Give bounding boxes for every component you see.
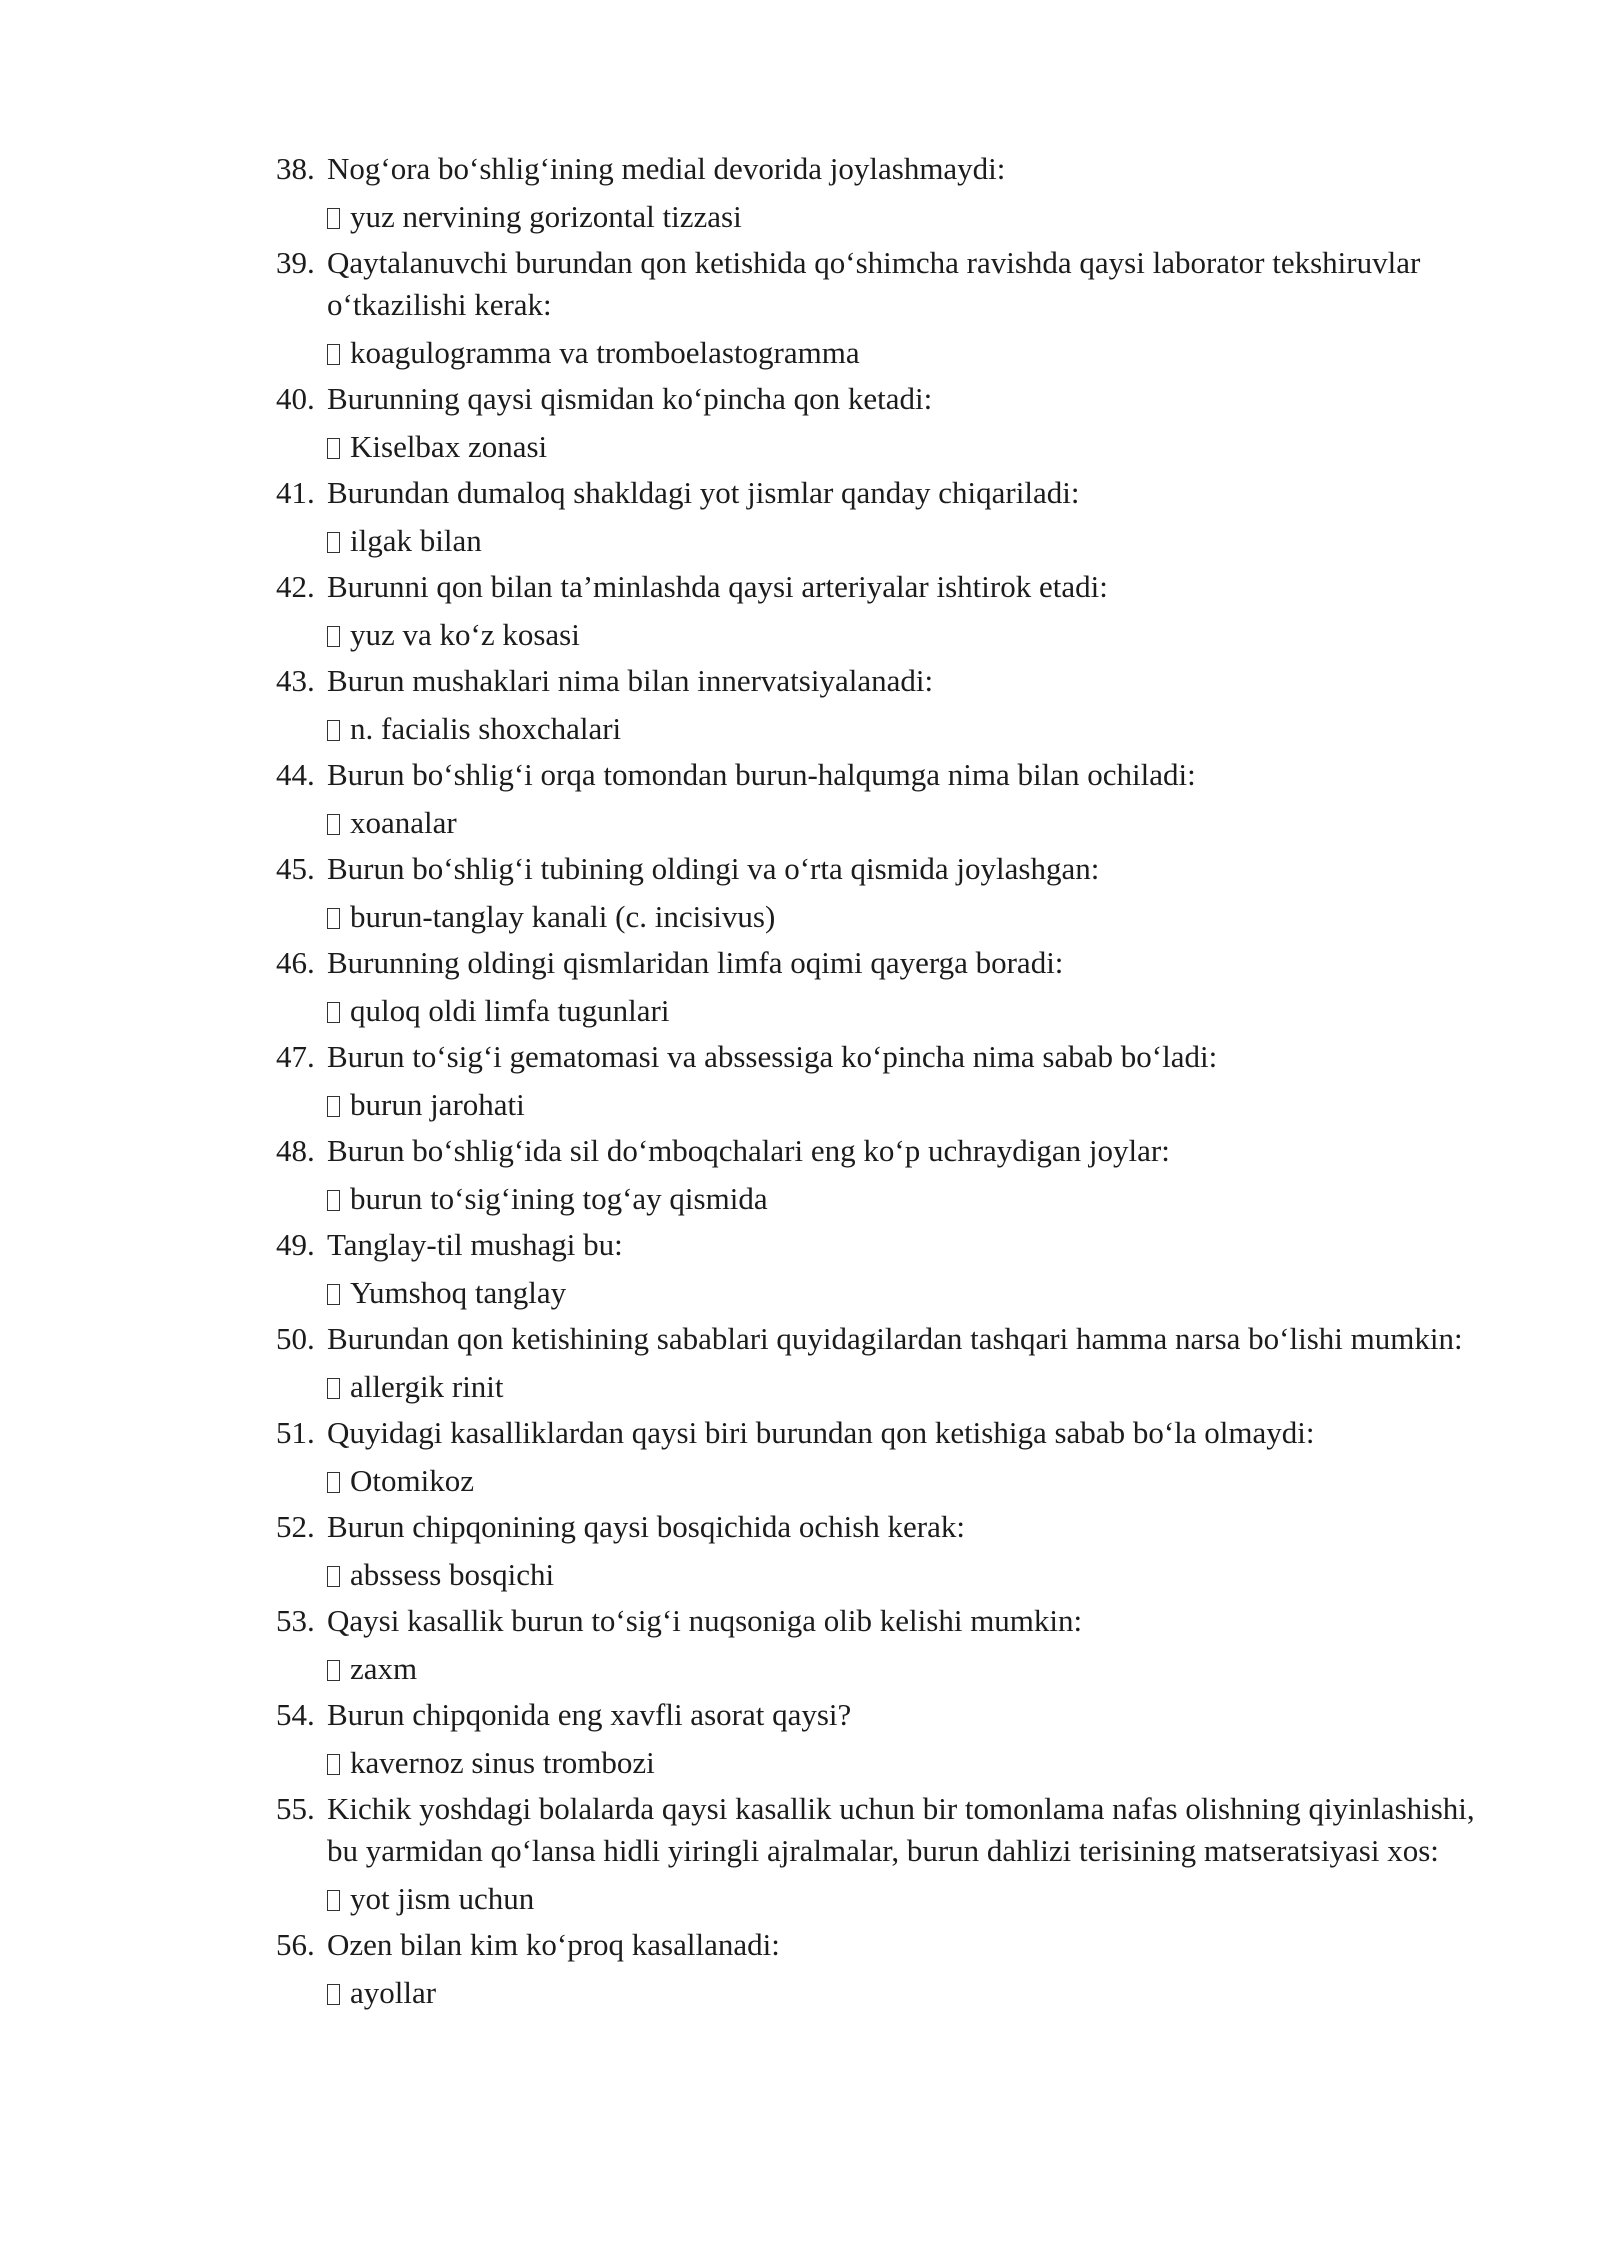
answer-text: ayollar [350,1975,437,2010]
checkbox-glyph-icon [327,1096,340,1117]
answer-text: abssess bosqichi [350,1557,555,1592]
answer-text: Kiselbax zonasi [350,429,548,464]
question-item [276,1130,1476,1172]
checkbox-glyph-icon [327,1890,340,1911]
answer-text: Otomikoz [350,1463,474,1498]
answer-text: yot jism uchun [350,1881,535,1916]
checkbox-glyph-icon [327,1002,340,1023]
question-number: 39. [276,245,315,280]
question-number: 53. [276,1603,315,1638]
question-item [276,660,1476,702]
answer-item [276,990,1476,1032]
question-text: Burundan dumaloq shakldagi yot jismlar qanday chiqariladi: [327,475,1080,510]
question-text: Kichik yoshdagi bolalarda qaysi kasallik uchun bir tomonlama nafas olishning qiyinlashishi, bu yarmidan qo‘lansa hidli yiringli ajralmalar, burun dahlizi terisining matseratsiyasi xos: [327,1791,1475,1868]
question-item [276,472,1476,514]
question-number: 54. [276,1697,315,1732]
question-number: 47. [276,1039,315,1074]
question-number: 42. [276,569,315,604]
answer-text: xoanalar [350,805,457,840]
question-item [276,1788,1476,1872]
answer-item [276,1648,1476,1690]
answer-item [276,1460,1476,1502]
answer-text: n. facialis shoxchalari [350,711,622,746]
question-text: Ozen bilan kim ko‘proq kasallanadi: [327,1927,780,1962]
question-text: Burunni qon bilan ta’minlashda qaysi arteriyalar ishtirok etadi: [327,569,1108,604]
question-number: 48. [276,1133,315,1168]
question-number: 44. [276,757,315,792]
answer-text: yuz nervining gorizontal tizzasi [350,199,742,234]
answer-item [276,1178,1476,1220]
question-number: 38. [276,151,315,186]
checkbox-glyph-icon [327,208,340,229]
question-item [276,1506,1476,1548]
answer-text: yuz va ko‘z kosasi [350,617,580,652]
question-number: 55. [276,1791,315,1826]
question-item [276,378,1476,420]
question-item [276,1600,1476,1642]
question-text: Burun chipqonining qaysi bosqichida ochish kerak: [327,1509,965,1544]
checkbox-glyph-icon [327,1754,340,1775]
question-item [276,148,1476,190]
question-number: 46. [276,945,315,980]
answer-text: Yumshoq tanglay [350,1275,567,1310]
question-text: Qaysi kasallik burun to‘sig‘i nuqsoniga olib kelishi mumkin: [327,1603,1083,1638]
question-text: Burun bo‘shlig‘ida sil do‘mboqchalari eng ko‘p uchraydigan joylar: [327,1133,1170,1168]
checkbox-glyph-icon [327,720,340,741]
answer-text: ilgak bilan [350,523,482,558]
question-number: 56. [276,1927,315,1962]
checkbox-glyph-icon [327,1284,340,1305]
question-text: Qaytalanuvchi burundan qon ketishida qo‘shimcha ravishda qaysi laborator tekshiruvlar o‘tkazilishi kerak: [327,245,1421,322]
checkbox-glyph-icon [327,1566,340,1587]
question-item [276,1036,1476,1078]
question-item [276,1318,1476,1360]
question-text: Burundan qon ketishining sabablari quyidagilardan tashqari hamma narsa bo‘lishi mumkin: [327,1321,1463,1356]
checkbox-glyph-icon [327,344,340,365]
checkbox-glyph-icon [327,1660,340,1681]
question-text: Burunning qaysi qismidan ko‘pincha qon ketadi: [327,381,933,416]
question-item [276,1694,1476,1736]
answer-text: burun-tanglay kanali (c. incisivus) [350,899,776,934]
question-item [276,754,1476,796]
question-number: 49. [276,1227,315,1262]
question-item [276,566,1476,608]
question-text: Quyidagi kasalliklardan qaysi biri burundan qon ketishiga sabab bo‘la olmaydi: [327,1415,1315,1450]
question-number: 45. [276,851,315,886]
answer-text: koagulogramma va tromboelastogramma [350,335,860,370]
question-number: 52. [276,1509,315,1544]
answer-item [276,1366,1476,1408]
answer-text: burun jarohati [350,1087,525,1122]
question-text: Burun bo‘shlig‘i orqa tomondan burun-halqumga nima bilan ochiladi: [327,757,1196,792]
checkbox-glyph-icon [327,532,340,553]
answer-item [276,196,1476,238]
answer-item [276,332,1476,374]
question-number: 43. [276,663,315,698]
answer-text: burun to‘sig‘ining tog‘ay qismida [350,1181,768,1216]
answer-item [276,1272,1476,1314]
question-item [276,1224,1476,1266]
answer-text: allergik rinit [350,1369,504,1404]
question-item [276,242,1476,326]
answer-item [276,896,1476,938]
answer-text: kavernoz sinus trombozi [350,1745,655,1780]
answer-item [276,1972,1476,2014]
question-text: Burun chipqonida eng xavfli asorat qaysi? [327,1697,852,1732]
answer-item [276,1742,1476,1784]
answer-item [276,520,1476,562]
question-number: 51. [276,1415,315,1450]
answer-text: quloq oldi limfa tugunlari [350,993,670,1028]
answer-item [276,802,1476,844]
question-text: Burunning oldingi qismlaridan limfa oqimi qayerga boradi: [327,945,1064,980]
question-text: Tanglay-til mushagi bu: [327,1227,623,1262]
question-number: 41. [276,475,315,510]
answer-item [276,614,1476,656]
answer-item [276,1878,1476,1920]
checkbox-glyph-icon [327,1378,340,1399]
question-text: Burun mushaklari nima bilan innervatsiyalanadi: [327,663,934,698]
answer-item [276,708,1476,750]
checkbox-glyph-icon [327,1472,340,1493]
question-text: Burun to‘sig‘i gematomasi va abssessiga ko‘pincha nima sabab bo‘ladi: [327,1039,1218,1074]
answer-item [276,1084,1476,1126]
question-item [276,1924,1476,1966]
checkbox-glyph-icon [327,438,340,459]
question-text: Burun bo‘shlig‘i tubining oldingi va o‘rta qismida joylashgan: [327,851,1100,886]
question-item [276,1412,1476,1454]
question-item [276,942,1476,984]
question-number: 40. [276,381,315,416]
question-item [276,848,1476,890]
checkbox-glyph-icon [327,1190,340,1211]
checkbox-glyph-icon [327,1984,340,2005]
checkbox-glyph-icon [327,908,340,929]
question-number: 50. [276,1321,315,1356]
question-list [276,148,1476,2018]
checkbox-glyph-icon [327,626,340,647]
checkbox-glyph-icon [327,814,340,835]
answer-text: zaxm [350,1651,418,1686]
question-text: Nog‘ora bo‘shlig‘ining medial devorida joylashmaydi: [327,151,1006,186]
answer-item [276,426,1476,468]
answer-item [276,1554,1476,1596]
